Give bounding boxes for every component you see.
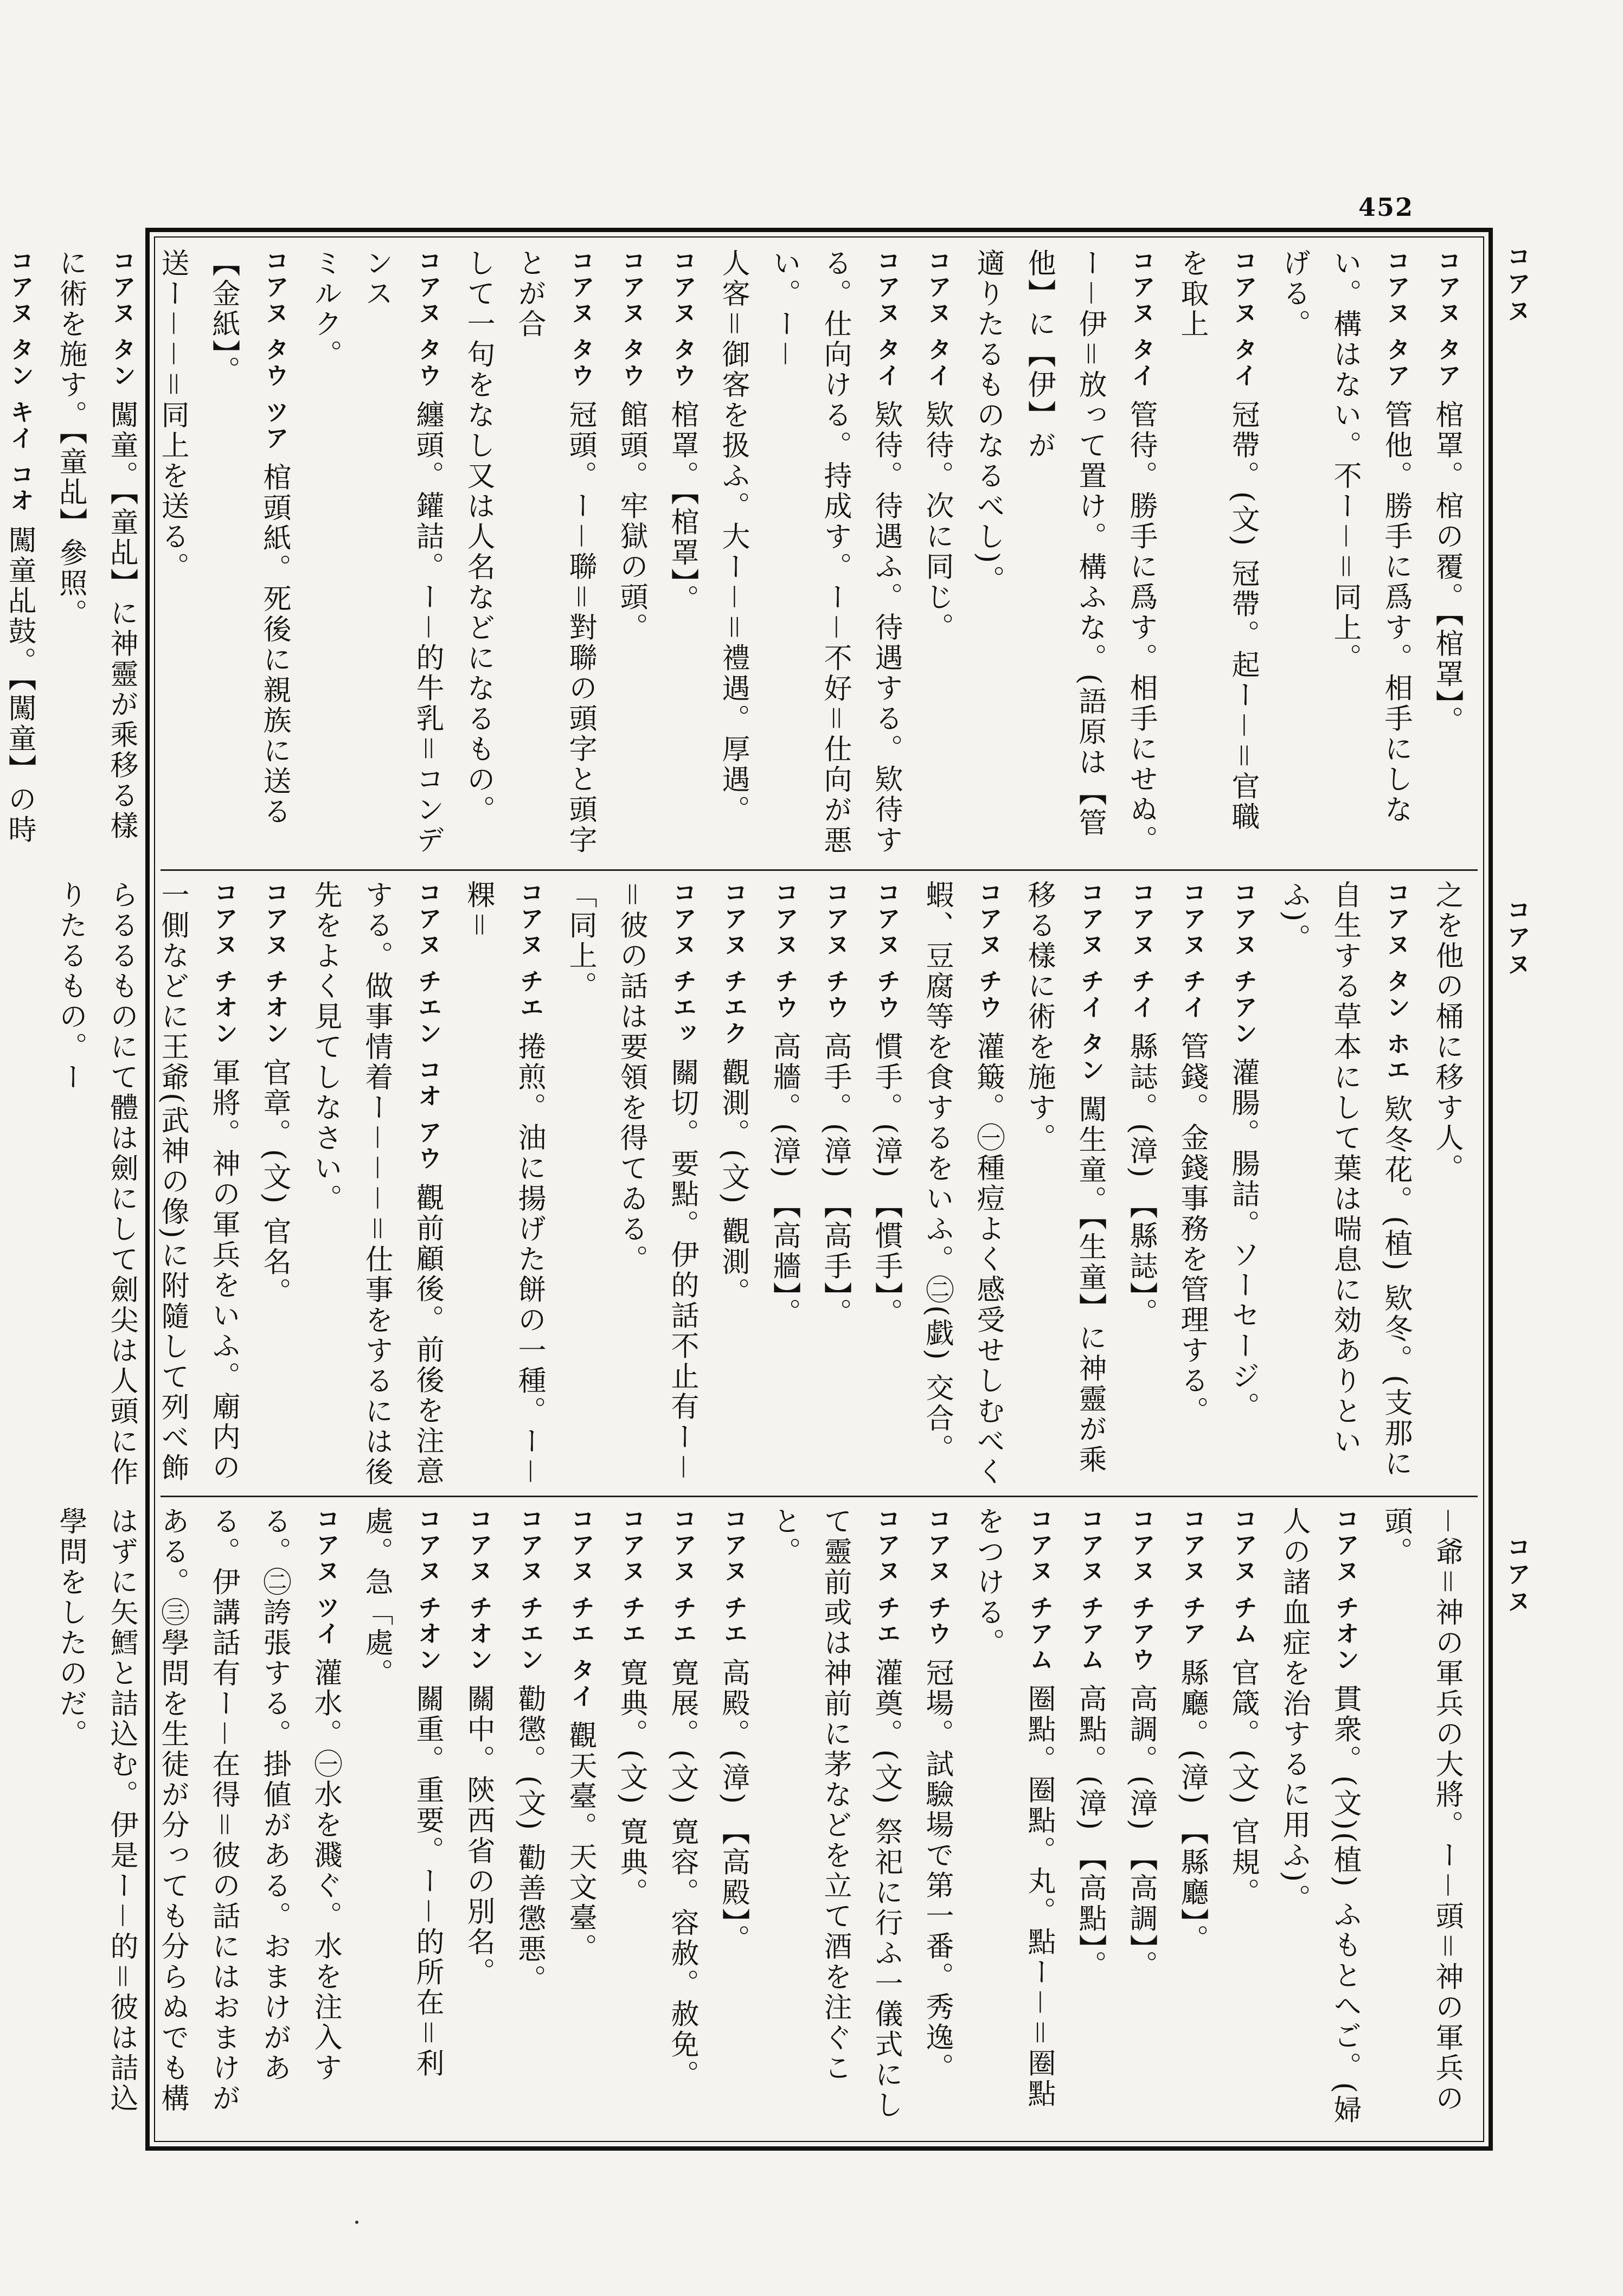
entry-definition: 捲煎。油に揚げた餅の一種。ー－粿＝ <box>462 880 546 1487</box>
entry-headword: コアヌ チエ <box>720 1506 747 1647</box>
dictionary-entry <box>912 248 963 861</box>
tier-separator-1 <box>161 869 1478 871</box>
entry-definition: 寛典。(文) 寛典。 <box>615 1647 647 1908</box>
entry-headword: コアヌ タイ <box>923 248 951 389</box>
entry-definition: 關中。陝西省の別名。 <box>462 1673 495 1988</box>
dictionary-entry <box>1013 880 1115 1487</box>
entry-definition: 闖童。【童乩】に神靈が乘移る樣に術を施す。【童乩】參照。 <box>54 248 138 842</box>
entry-headword: コアヌ タウ <box>618 248 645 389</box>
entry-headword: コアヌ タン ホエ <box>1382 880 1410 1083</box>
tier-separator-2 <box>161 1496 1478 1497</box>
entry-headword: コアヌ チイ <box>1178 880 1206 1021</box>
dictionary-entry <box>555 1506 606 2130</box>
page-frame <box>3 228 1493 2151</box>
dictionary-entry <box>1319 248 1421 861</box>
entry-definition: 灌簸。㊀種痘よく感受せしむべく蝦、豆腐等を食するをいふ。㊁(戯) 交合。 <box>921 880 1004 1487</box>
entry-headword: コアヌ タア <box>1382 248 1410 389</box>
entry-definition: 關重。重要。ー－的所在＝利處。急「處。 <box>360 1506 444 2079</box>
entry-headword: コアヌ チイ <box>1127 880 1155 1021</box>
entry-definition: 觀前顧後。前後を注意する。做事情着ー－－－＝仕事をするには後先をよく見てしなさい。 <box>309 880 444 1488</box>
entry-definition: 棺頭紙。死後に親族に送る【金紙】。 <box>207 248 291 828</box>
entry-headword: コアヌ チエッ <box>669 880 696 1047</box>
entry-definition: 灌奠。(文) 祭祀に行ふ一儀式にして靈前或は神前に茅などを立て酒を注ぐこと。 <box>768 1506 902 2121</box>
entry-definition: 棺罩。棺の覆。【棺罩】。 <box>1430 389 1463 736</box>
entry-definition: 觀天臺。天文臺。 <box>564 1709 596 1964</box>
entry-definition: 官箴。(文) 官規。 <box>1227 1647 1259 1908</box>
entry-headword: コアヌ タウ <box>414 248 441 389</box>
entry-definition: 欵待。待遇ふ。待遇する。欵待する。仕向ける。持成す。ー－不好＝仕向が悪い。ー－ <box>768 248 902 856</box>
dictionary-entry <box>351 1506 453 2130</box>
entry-definition: 官章。(文) 官名。 <box>258 1047 291 1308</box>
entry-headword: コアヌ チエ <box>516 880 543 1021</box>
entry-headword: コアヌ チアン <box>1229 880 1257 1047</box>
entry-definition: 冠場。試驗場で第一番。秀逸。 <box>921 1647 953 2083</box>
dictionary-entry <box>1268 880 1421 1487</box>
dictionary-entry <box>1217 1506 1268 2130</box>
entry-headword: コアヌ チウ <box>822 880 849 1021</box>
side-header-lower: コアヌ <box>1503 1535 1530 1616</box>
tier-upper <box>3 248 1472 861</box>
dictionary-entry <box>1166 1506 1217 2130</box>
dictionary-entry <box>45 248 147 861</box>
dictionary-entry <box>453 880 555 1487</box>
entry-headword: コアヌ タン キイ コオ <box>6 248 34 514</box>
dictionary-entry <box>912 880 1013 1487</box>
entry-definition: 闖童乩鼓。【闖童】の時 <box>3 525 36 845</box>
dictionary-entry <box>708 880 759 1487</box>
entry-headword: コアヌ チウ <box>771 880 798 1021</box>
dictionary-entry <box>300 880 453 1487</box>
dictionary-entry <box>555 880 606 1487</box>
dictionary-entry <box>1421 880 1472 1487</box>
paper-speck <box>355 2221 358 2224</box>
entry-definition: 欵冬花。(植) 欵冬。(支那に自生する草本にして葉は喘息に効ありといふ)。 <box>1278 880 1412 1479</box>
entry-headword: コアヌ チエン <box>516 1506 543 1673</box>
entry-definition: 慣手。(漳) 【慣手】。 <box>870 1021 902 1329</box>
dictionary-entry <box>1268 248 1319 861</box>
entry-definition: 之を他の桶に移す人。 <box>1430 880 1463 1184</box>
entry-definition: 闖生童。【生童】に神靈が乘移る樣に術を施す。 <box>1023 880 1106 1476</box>
dictionary-entry <box>504 248 606 861</box>
dictionary-entry <box>147 248 198 861</box>
entry-headword: コアヌ タイ <box>873 248 900 389</box>
dictionary-entry <box>759 248 912 861</box>
entry-headword: コアヌ タウ <box>669 248 696 389</box>
dictionary-entry <box>1166 248 1268 861</box>
dictionary-entry <box>708 1506 759 2130</box>
entry-headword: コアヌ チム <box>1229 1506 1257 1647</box>
entry-definition: 縣誌。(漳) 【縣誌】。 <box>1125 1021 1157 1329</box>
dictionary-entry <box>606 1506 657 2130</box>
entry-definition: 棺罩。【棺罩】。 <box>666 389 698 615</box>
entry-headword: コアヌ チアム <box>1076 1506 1104 1673</box>
entry-definition: 冠帶。(文) 冠帶。起ー－＝官職を取上 <box>1176 248 1259 832</box>
entry-definition: 送ー－－＝同上を送る。 <box>156 248 189 583</box>
entry-definition: ミルク。 <box>309 248 342 370</box>
dictionary-entry <box>1370 1506 1472 2130</box>
entry-definition: 管他。勝手に爲す。相手にしない。構はない。不ー－＝同上。 <box>1329 248 1412 825</box>
dictionary-entry <box>1013 248 1166 861</box>
entry-headword: コアヌ チエ タイ <box>567 1506 594 1710</box>
tier-middle <box>54 880 1472 1488</box>
entry-headword: コアヌ チエ <box>618 1506 645 1647</box>
dictionary-entry <box>861 880 912 1487</box>
dictionary-entry <box>963 248 1013 861</box>
entry-headword: コアヌ チエ <box>669 1506 696 1647</box>
entry-headword: コアヌ タウ <box>567 248 594 389</box>
dictionary-entry <box>504 1506 555 2130</box>
entry-headword: コアヌ ツイ <box>312 1506 339 1647</box>
entry-definition: 寛展。(文) 寛容。容赦。赦免。 <box>666 1647 698 2090</box>
side-header-middle: コアヌ <box>1503 897 1530 979</box>
entry-headword: コアヌ チウ <box>974 880 1002 1021</box>
entry-definition: 貫衆。(文)(植) ふもとへご。(婦人の諸血症を治するに用ふ)。 <box>1278 1506 1361 2126</box>
dictionary-entry <box>708 248 759 861</box>
dictionary-entry <box>657 1506 708 2130</box>
entry-definition: 關切。要點。伊的話不止有ー－＝彼の話は要領を得てゐる。 <box>615 880 698 1483</box>
dictionary-entry <box>1217 880 1268 1487</box>
entry-headword: コアヌ チイ タン <box>1076 880 1104 1083</box>
entry-definition: して一句をなし又は人名などになるもの。 <box>462 248 495 825</box>
entry-definition: 高牆。(漳) 【高牆】。 <box>768 1021 800 1329</box>
dictionary-entry <box>45 1506 351 2130</box>
entry-headword: コアヌ タイ <box>1229 248 1257 389</box>
dictionary-entry <box>912 1506 963 2130</box>
entry-definition: 冠頭。ー－聯＝對聯の頭字と頭字とが合 <box>513 248 596 856</box>
entry-definition: 高殿。(漳) 【高殿】。 <box>717 1647 749 1955</box>
entry-headword: コアヌ チエク <box>720 880 747 1047</box>
entry-definition: 高調。(漳) 【高調】。 <box>1125 1673 1157 1981</box>
entry-definition: 纏頭。鑵詰。ー－的牛乳＝コンデンス <box>360 248 444 856</box>
dictionary-entry <box>45 880 249 1487</box>
dictionary-entry <box>198 248 300 861</box>
entry-definition: 高點。(漳) 【高點】。 <box>1074 1673 1106 1981</box>
entry-definition: 館頭。牢獄の頭。 <box>615 389 647 643</box>
entry-headword: コアヌ タウ ツア <box>261 248 288 452</box>
entry-headword: コアヌ タン <box>108 248 136 389</box>
side-header-upper: コアヌ <box>1503 244 1530 325</box>
dictionary-entry <box>1166 880 1217 1487</box>
dictionary-entry <box>759 1506 912 2130</box>
entry-definition: 管待。勝手に爲す。相手にせぬ。ー－伊＝放って置け。構ふな。(語原は【管他】に【伊】が <box>1023 248 1157 856</box>
entry-headword: コアヌ チア <box>1178 1506 1206 1647</box>
dictionary-entry <box>1064 1506 1115 2130</box>
dictionary-entry <box>1115 1506 1166 2130</box>
entry-definition: げる。 <box>1278 248 1310 339</box>
entry-headword: コアヌ タア <box>1433 248 1461 389</box>
entry-definition: 軍將。神の軍兵をいふ。廟内の一側などに王爺(武神の像)に附隨して列べ飾らるるものにて體は劍にして劍尖は人頭に作りたるもの。ー <box>54 880 240 1487</box>
entry-headword: コアヌ チアウ <box>1127 1506 1155 1673</box>
entry-definition: 「同上。 <box>564 880 596 1002</box>
entry-definition: 人客＝御客を扱ふ。大ー－＝禮遇。厚遇。 <box>717 248 749 826</box>
dictionary-entry <box>963 1506 1064 2130</box>
dictionary-entry <box>249 880 300 1487</box>
dictionary-entry <box>1268 1506 1370 2130</box>
dictionary-entry <box>1421 248 1472 861</box>
entry-definition: 圈點。圈點。丸。點ー－＝圈點をつける。 <box>972 1506 1055 2109</box>
entry-definition: 縣廳。(漳) 【縣廳】。 <box>1176 1647 1208 1955</box>
dictionary-entry <box>453 1506 504 2130</box>
dictionary-entry <box>453 248 504 861</box>
entry-headword: コアヌ チオン <box>210 880 238 1047</box>
entry-headword: コアヌ チウ <box>923 1506 951 1647</box>
entry-headword: コアヌ チウ <box>873 880 900 1021</box>
entry-definition: 觀測。(文) 觀測。 <box>717 1047 749 1308</box>
entry-headword: コアヌ チオン <box>414 1506 441 1673</box>
tier-lower <box>54 1506 1472 2130</box>
entry-definition: 適りたるものなるべし)。 <box>972 248 1004 596</box>
dictionary-entry <box>606 248 657 861</box>
entry-definition: 管錢。金錢事務を管理する。 <box>1176 1021 1208 1427</box>
dictionary-entry <box>657 248 708 861</box>
entry-headword: コアヌ チオン <box>465 1506 492 1673</box>
entry-headword: コアヌ チアム <box>1025 1506 1053 1673</box>
dictionary-entry <box>300 248 351 861</box>
entry-definition: －爺＝神の軍兵の大將。ー－頭＝神の軍兵の頭。 <box>1380 1506 1463 2114</box>
entry-headword: コアヌ チエ <box>873 1506 900 1647</box>
entry-definition: 灌水。㊀水を濺ぐ。水を注入する。㊁誇張する。掛値がある。おまけがある。伊講話有ー－在得＝彼の話にはおまけがある。㊂學問を生徒が分っても分らぬでも構はずに矢鱈と詰込む。伊是ー－的＝彼は詰込學問をしたのだ。 <box>54 1506 342 2114</box>
dictionary-entry <box>759 880 810 1487</box>
dictionary-entry <box>351 248 453 861</box>
entry-headword: コアヌ チオン <box>261 880 288 1047</box>
entry-headword: コアヌ チオン <box>1331 1506 1359 1673</box>
dictionary-entry <box>0 248 45 861</box>
entry-definition: 高手。(漳) 【高手】。 <box>819 1021 851 1329</box>
entry-definition: 欵待。次に同じ。 <box>921 389 953 643</box>
dictionary-entry <box>810 880 861 1487</box>
entry-definition: 勸懲。(文) 勸善懲悪。 <box>513 1673 546 1995</box>
dictionary-entry <box>1115 880 1166 1487</box>
page-number: 452 <box>1358 193 1414 222</box>
entry-headword: コアヌ タイ <box>1127 248 1155 389</box>
dictionary-entry <box>606 880 708 1487</box>
entry-headword: コアヌ チエン コオ アウ <box>414 880 441 1172</box>
entry-definition: 灌腸。腸詰。ソーセージ。 <box>1227 1047 1259 1422</box>
